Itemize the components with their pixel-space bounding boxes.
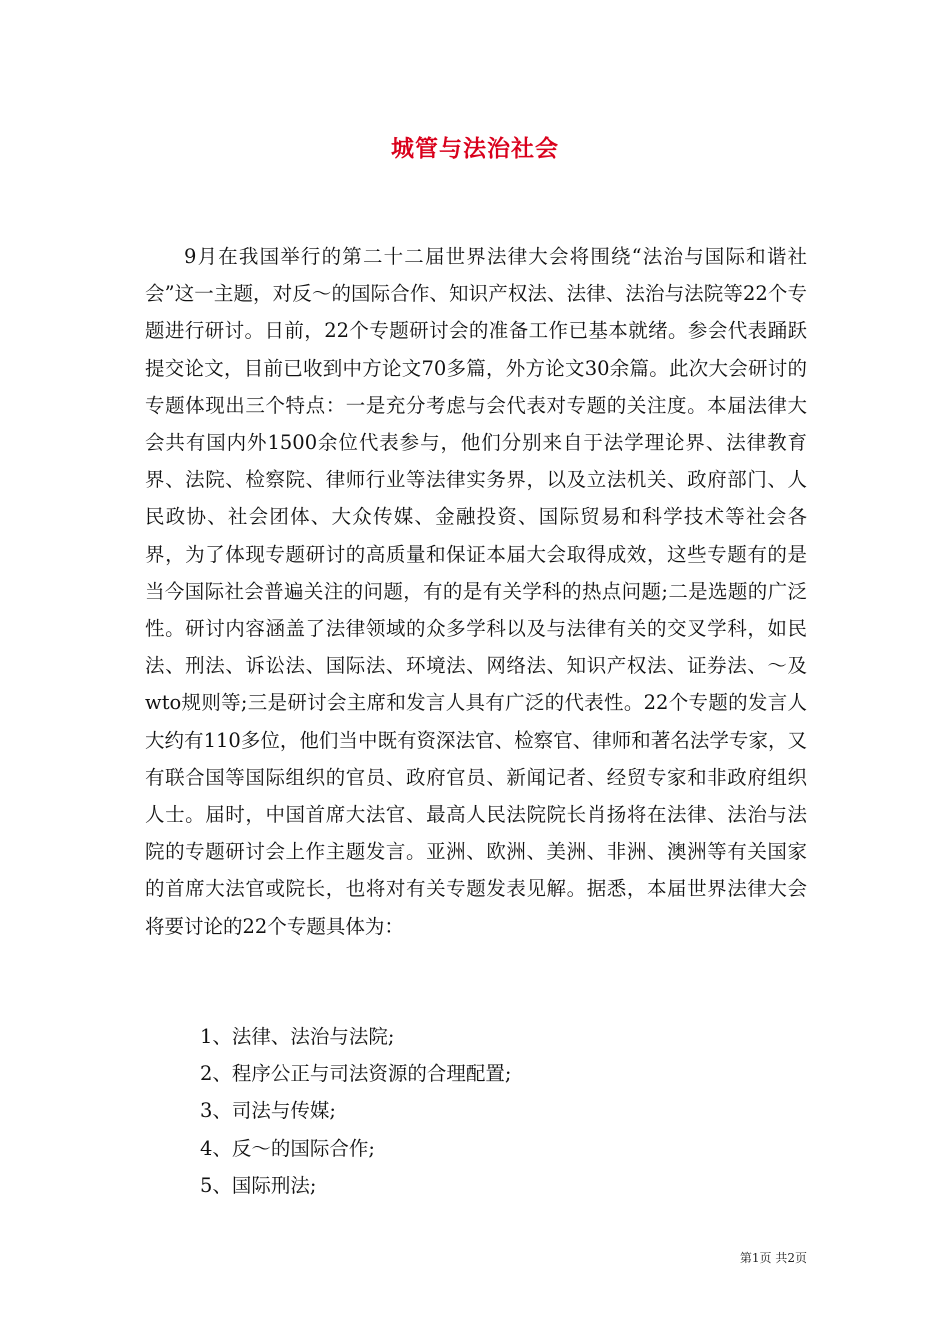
list-item: 2、程序公正与司法资源的合理配置;: [200, 1062, 512, 1086]
list-item: 4、反～的国际合作;: [200, 1136, 375, 1160]
page-number-footer: 第1页 共2页: [739, 1251, 807, 1265]
list-item: 5、国际刑法;: [200, 1173, 317, 1197]
list-item: 1、法律、法治与法院;: [200, 1025, 395, 1048]
topic-list: [200, 1018, 511, 1204]
document-title: 城管与法治社会: [391, 135, 559, 162]
body-paragraph: 9月在我国举行的第二十二届世界法律大会将围绕“法治与国际和谐社会”这一主题，对反～的国际合作、知识产权法、法律、法治与法院等22个专题进行研讨。日前，22个专题研讨会的准备工作已基本就绪。参会代表踊跃提交论文，目前已收到中方论文70多篇，外方论文30余篇。此次大会研讨的专题体现出三个特点：一是充分考虑与会代表对专题的关注度。本届法律大会共有国内外1500余位代表参与，他们分别来自于法学理论界、法律教育界、法院、检察院、律师行业等法律实务界，以及立法机关、政府部门、人民政协、社会团体、大众传媒、金融投资、国际贸易和科学技术等社会各界，为了体现专题研讨的高质量和保证本届大会取得成效，这些专题有的是当今国际社会普遍关注的问题，有的是有关学科的热点问题;二是选题的广泛性。研讨内容涵盖了法律领域的众多学科以及与法律有关的交叉学科，如民法、刑法、诉讼法、国际法、环境法、网络法、知识产权法、证券法、～及wto规则等;三是研讨会主席和发言人具有广泛的代表性。22个专题的发言人大约有110多位，他们当中既有资深法官、检察官、律师和著名法学专家，又有联合国等国际组织的官员、政府官员、新闻记者、经贸专家和非政府组织人士。届时，中国首席大法官、最高人民法院院长肖扬将在法律、法治与法院的专题研讨会上作主题发言。亚洲、欧洲、美洲、非洲、澳洲等有关国家的首席大法官或院长，也将对有关专题发表见解。据悉，本届世界法律大会将要讨论的22个专题具体为：: [145, 245, 807, 938]
list-item: 3、司法与传媒;: [200, 1099, 336, 1123]
